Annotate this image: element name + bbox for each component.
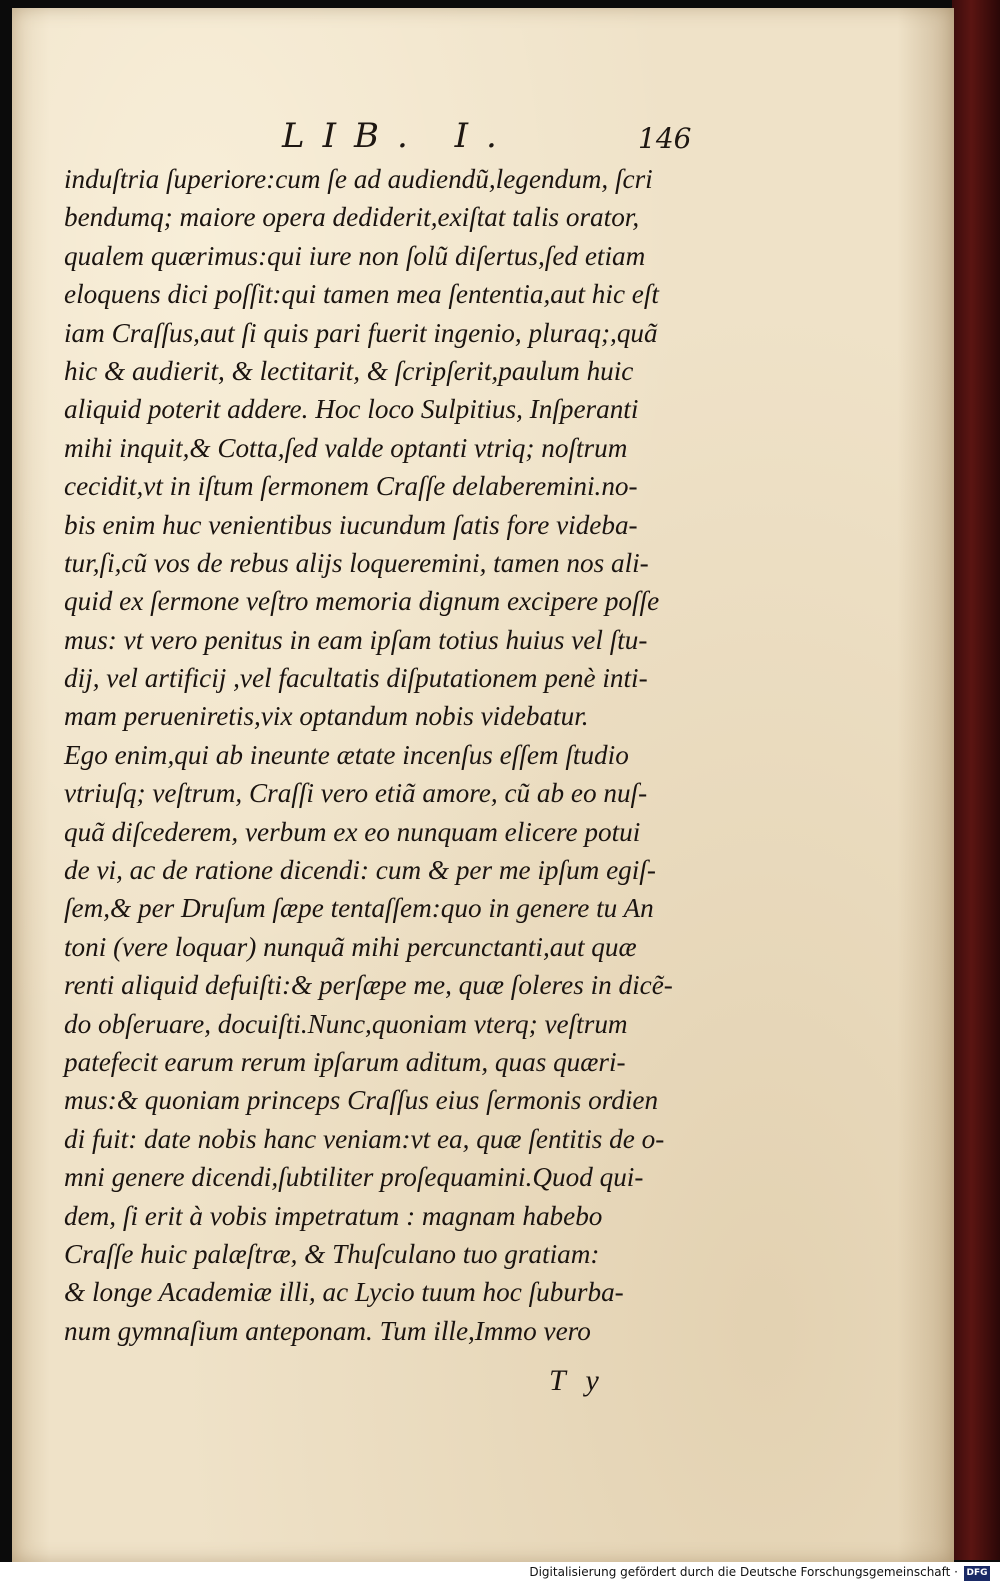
- text-line: Ego enim,qui ab ineunte ætate incenſus eſſem ſtudio: [64, 739, 629, 770]
- text-line: mni genere dicendi,ſubtiliter proſequamini.Quod qui-: [64, 1162, 644, 1193]
- text-line: iam Craſſus,aut ſi quis pari fuerit ingenio, pluraq;,quã: [64, 317, 658, 348]
- footer-bar: [0, 1562, 1000, 1586]
- dfg-logo: DFG: [964, 1566, 990, 1581]
- text-line: patefecit earum rerum ipſarum aditum, quas quæri-: [64, 1046, 626, 1077]
- text-line: quid ex ſermone veſtro memoria dignum excipere poſſe: [64, 586, 660, 617]
- text-block: [64, 160, 764, 1350]
- text-line: Craſſe huic palæſtræ, & Thuſculano tuo gratiam:: [64, 1238, 600, 1269]
- text-line: mus:& quoniam princeps Craſſus eius ſermonis ordien: [64, 1085, 659, 1116]
- text-line: hic & audierit, & lectitarit, & ſcripſerit,paulum huic: [64, 355, 634, 386]
- catchword: Ty: [549, 1364, 621, 1397]
- text-line: bendumq; maiore opera dediderit,exiſtat talis orator,: [64, 202, 640, 233]
- text-line: & longe Academiæ illi, ac Lycio tuum hoc ſuburba-: [64, 1277, 624, 1308]
- text-line: aliquid poterit addere. Hoc loco Sulpitius, Inſperanti: [64, 394, 639, 425]
- text-line: bis enim huc venientibus iucundum ſatis fore videba-: [64, 509, 638, 540]
- text-line: tur,ſi,cũ vos de rebus alijs loqueremini, tamen nos ali-: [64, 547, 649, 578]
- text-line: induſtria ſuperiore:cum ſe ad audiendũ,legendum, ſcri: [64, 164, 653, 194]
- text-line: dij, vel artificij ,vel facultatis diſputationem penè inti-: [64, 663, 648, 694]
- book-binding-edge: [952, 0, 1000, 1560]
- text-line: do obſeruare, docuiſti.Nunc,quoniam vterq; veſtrum: [64, 1008, 628, 1039]
- text-line: mam perueniretis,vix optandum nobis videbatur.: [64, 701, 589, 732]
- text-line: num gymnaſium anteponam. Tum ille,Immo vero: [64, 1315, 591, 1346]
- text-line: de vi, ac de ratione dicendi: cum & per me ipſum egiſ-: [64, 855, 656, 886]
- text-line: di fuit: date nobis hanc veniam:vt ea, quæ ſentitis de o-: [64, 1123, 665, 1154]
- text-line: toni (vere loquar) nunquã mihi percunctanti,aut quæ: [64, 931, 637, 962]
- page-number: 146: [638, 122, 692, 155]
- text-line: mihi inquit,& Cotta,ſed valde optanti vtriq; noſtrum: [64, 432, 628, 463]
- text-line: ſem,& per Druſum ſæpe tentaſſem:quo in genere tu An: [64, 893, 654, 924]
- text-line: mus: vt vero penitus in eam ipſam totius huius vel ſtu-: [64, 624, 648, 655]
- text-line: vtriuſq; veſtrum, Craſſi vero etiã amore, cũ ab eo nuſ-: [64, 778, 648, 809]
- text-line: eloquens dici poſſit:qui tamen mea ſententia,aut hic eſt: [64, 279, 659, 310]
- text-line: cecidit,vt in iſtum ſermonem Craſſe delaberemini.no-: [64, 471, 638, 502]
- text-line: dem, ſi erit à vobis impetratum : magnam habebo: [64, 1200, 603, 1231]
- book-page: [12, 8, 954, 1562]
- text-line: quã diſcederem, verbum ex eo nunquam elicere potui: [64, 816, 641, 847]
- text-line: renti aliquid defuiſti:& perſæpe me, quæ ſoleres in dicẽ-: [64, 970, 673, 1001]
- running-head: LIB. I.: [282, 116, 515, 156]
- funding-credit: Digitalisierung gefördert durch die Deutsche Forschungsgemeinschaft ·: [529, 1565, 958, 1579]
- text-line: qualem quærimus:qui iure non ſolũ diſertus,ſed etiam: [64, 240, 646, 271]
